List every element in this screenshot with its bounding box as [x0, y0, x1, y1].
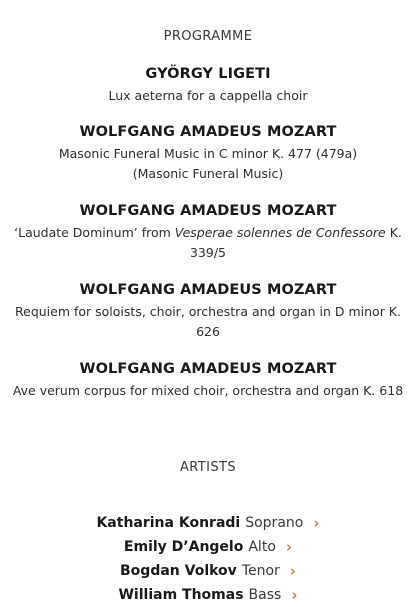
chevron-right-icon: › [313, 514, 320, 532]
artist-link[interactable] [0, 583, 416, 607]
programme-work [8, 123, 408, 184]
artist-role: Tenor [241, 563, 280, 579]
programme-work [8, 202, 408, 263]
chevron-right-icon: › [289, 562, 296, 580]
work-title: Masonic Funeral Music in C minor K. 477 (479a) (Masonic Funeral Music) [58, 146, 358, 181]
artist-role: Alto [248, 539, 276, 555]
artists-list [0, 511, 416, 607]
artists-heading: ARTISTS [180, 460, 236, 475]
artist-link[interactable] [0, 511, 416, 535]
chevron-right-icon: › [285, 538, 293, 556]
work-title: Lux aeterna for a cappella choir [108, 88, 308, 103]
artist-name: Bogdan Volkov [120, 563, 237, 579]
artist-role: Bass [248, 587, 282, 603]
composer-name: WOLFGANG AMADEUS MOZART [79, 282, 337, 298]
composer-name: WOLFGANG AMADEUS MOZART [79, 124, 337, 140]
work-title: Ave verum corpus for mixed choir, orchestra and organ K. 618 [12, 383, 404, 398]
artist-name: William Thomas [118, 587, 244, 603]
artist-role: Soprano [245, 515, 304, 531]
work-title: ‘Laudate Dominum’ from Vesperae solennes de Confessore K. 339/5 [14, 225, 402, 260]
chevron-right-icon: › [291, 586, 298, 604]
programme-heading: PROGRAMME [163, 29, 253, 44]
artist-link[interactable] [0, 559, 416, 583]
composer-name: GYÖRGY LIGETI [145, 66, 271, 82]
programme-work [8, 360, 408, 401]
work-title: Requiem for soloists, choir, orchestra and organ in D minor K. 626 [15, 304, 401, 339]
artist-name: Emily D’Angelo [123, 539, 244, 555]
programme-work [8, 65, 408, 106]
artist-link[interactable] [0, 535, 416, 559]
programme-work [8, 281, 408, 342]
composer-name: WOLFGANG AMADEUS MOZART [79, 203, 337, 219]
artist-name: Katharina Konradi [96, 515, 241, 531]
composer-name: WOLFGANG AMADEUS MOZART [79, 361, 337, 377]
